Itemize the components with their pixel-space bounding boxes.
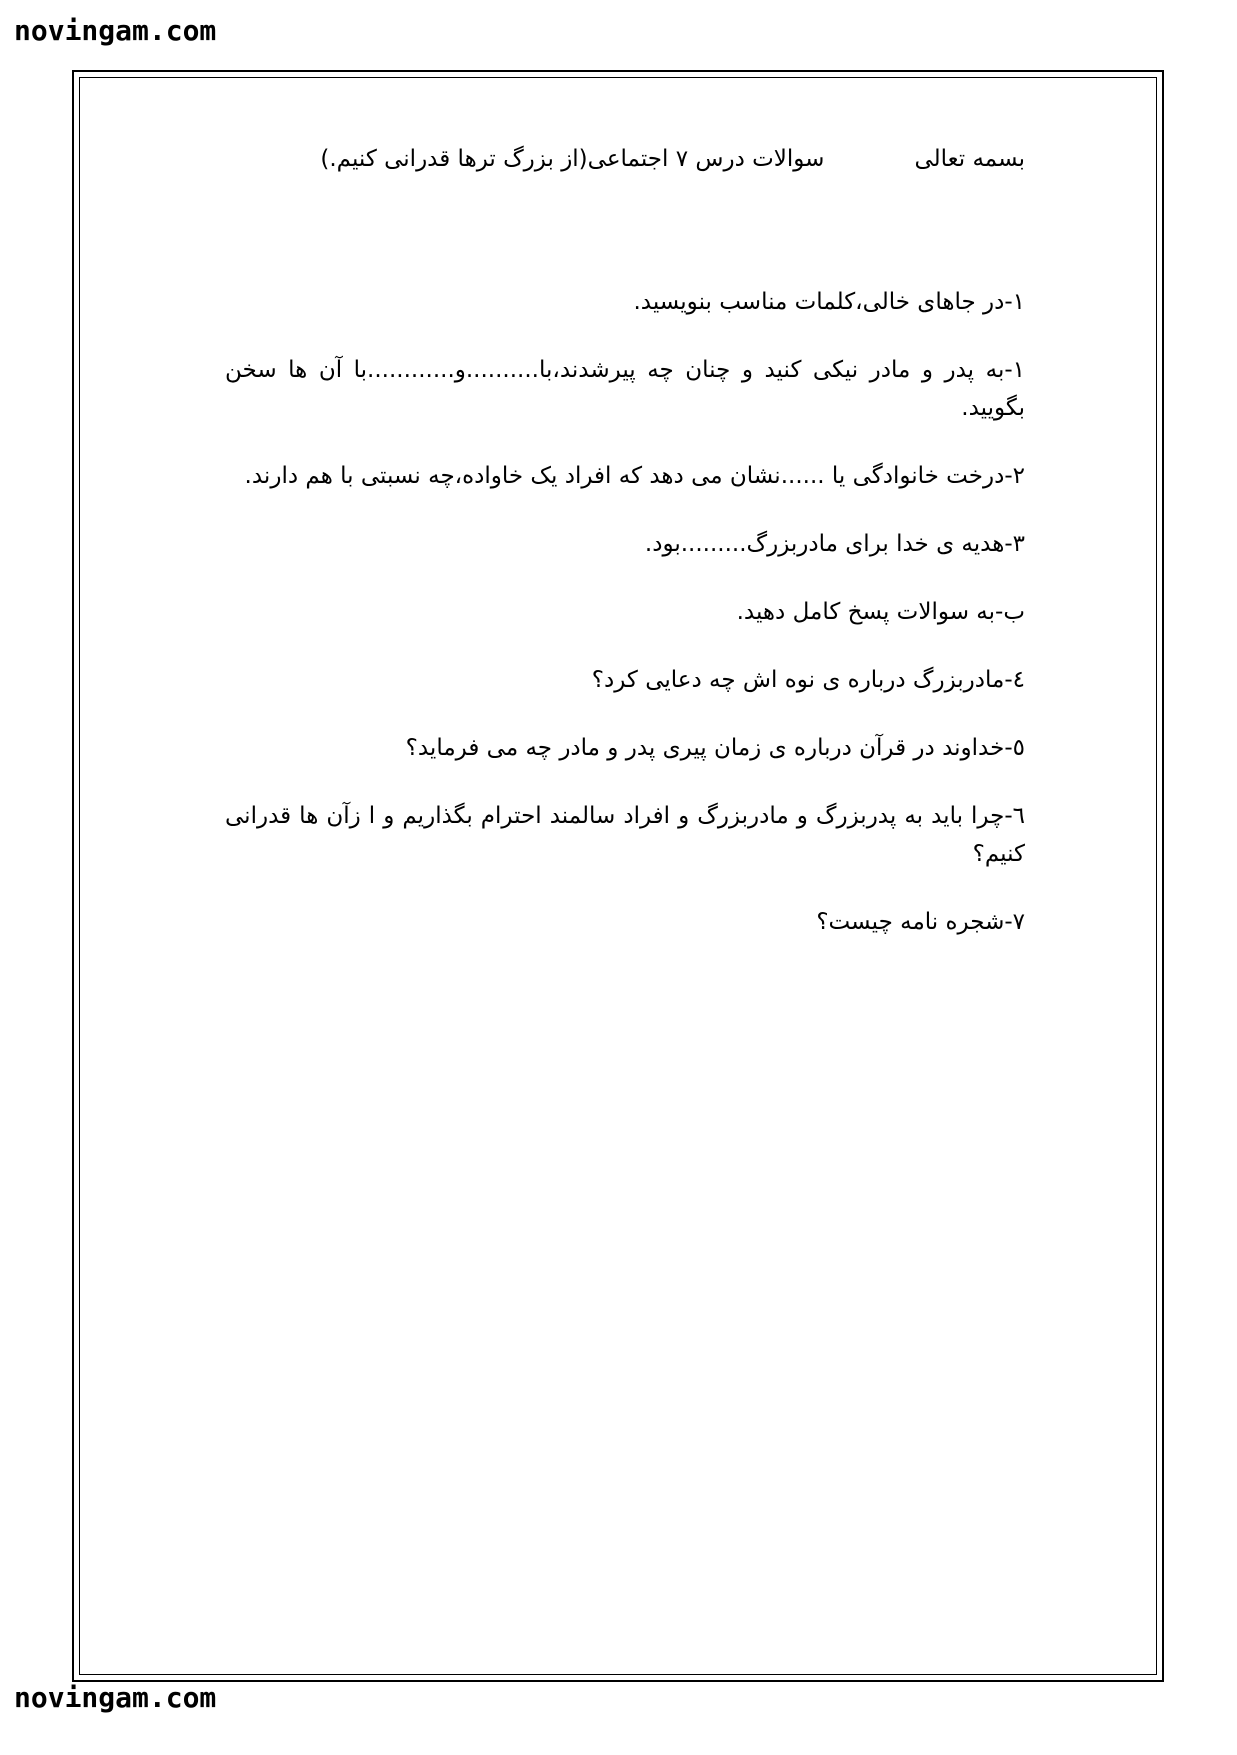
section-a-instruction: ۱-در جاهای خالی،کلمات مناسب بنویسید. [633, 289, 1025, 315]
question-7: ۷-شجره نامه چیست؟ [816, 909, 1025, 935]
section-b-instruction: ب-به سوالات پسخ کامل دهید. [736, 599, 1025, 625]
fill-blank-question-1: ۱-به پدر و مادر نیکی کنید و چنان چه پیرشدند،با..........و............با آن ها سخن بگویید. [225, 357, 1025, 421]
question-6: ٦-چرا باید به پدربزرگ و مادربزرگ و افراد سالمند احترام بگذاریم و ا زآن ها قدرانی کنیم؟ [225, 803, 1025, 867]
fill-blank-question-3: ۳-هدیه ی خدا برای مادربزرگ.........بود. [644, 531, 1025, 557]
worksheet-header [225, 140, 1025, 178]
worksheet-content [225, 140, 1025, 971]
worksheet-title: سوالات درس ۷ اجتماعی(از بزرگ ترها قدرانی کنیم.) [320, 146, 825, 172]
basmala: بسمه تعالی [914, 146, 1025, 172]
fill-blank-question-2: ۲-درخت خانوادگی یا ......نشان می دهد که افراد یک خاواده،چه نسبتی با هم دارند. [244, 463, 1025, 489]
question-4: ٤-مادربزرگ درباره ی نوه اش چه دعایی کرد؟ [591, 667, 1025, 693]
watermark-top: novingam.com [14, 14, 217, 47]
watermark-bottom: novingam.com [14, 1681, 217, 1714]
question-5: ٥-خداوند در قرآن درباره ی زمان پیری پدر و مادر چه می فرماید؟ [405, 735, 1025, 761]
